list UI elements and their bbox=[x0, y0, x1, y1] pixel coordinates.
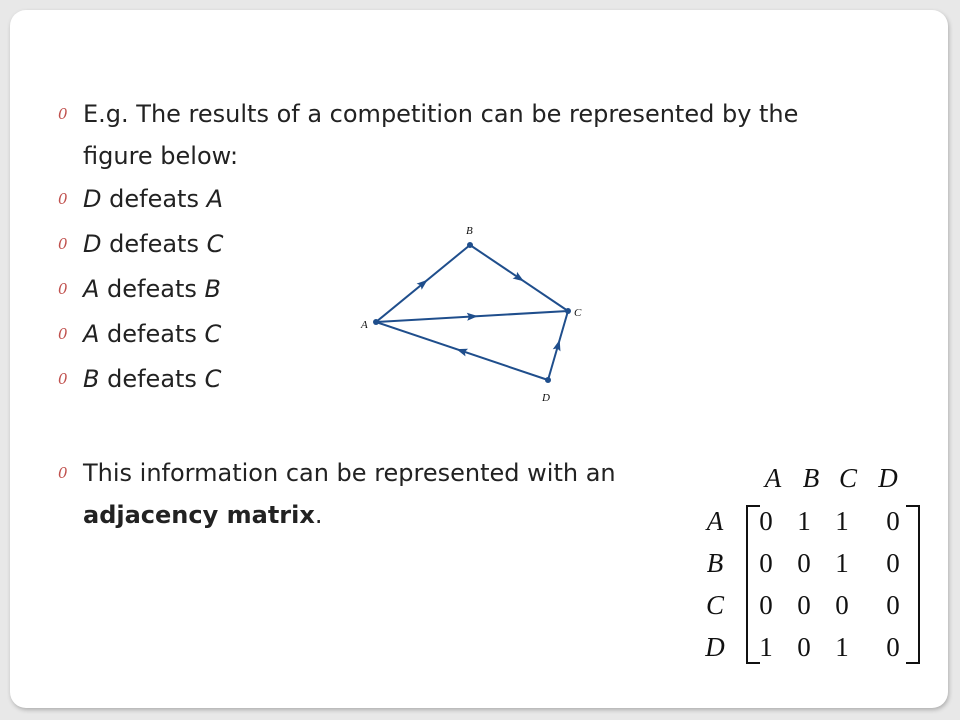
matrix-row-header: A bbox=[706, 506, 724, 536]
matrix-row-header: C bbox=[705, 590, 724, 620]
team-name: C bbox=[204, 365, 222, 393]
bullet-marker: 0 bbox=[58, 280, 68, 298]
matrix-col-header: C bbox=[838, 463, 857, 493]
matrix-cell: 0 bbox=[886, 548, 900, 578]
matrix-cell: 0 bbox=[759, 590, 773, 620]
verb-text: defeats bbox=[101, 185, 207, 213]
matrix-cell: 1 bbox=[835, 632, 849, 662]
matrix-col-header: B bbox=[802, 463, 820, 493]
matrix-row-header: D bbox=[705, 632, 725, 662]
node-d bbox=[545, 377, 551, 383]
arrowhead-icon bbox=[455, 345, 468, 356]
bullet-result bbox=[58, 268, 221, 310]
bullet-marker: 0 bbox=[58, 464, 68, 482]
node-b bbox=[467, 242, 473, 248]
matrix-col-header: D bbox=[878, 463, 898, 493]
matrix-cell: 0 bbox=[886, 590, 900, 620]
bullet-result bbox=[58, 358, 221, 400]
team-name: A bbox=[206, 185, 223, 213]
matrix-cell: 0 bbox=[759, 548, 773, 578]
team-name: A bbox=[83, 275, 100, 303]
matrix-row-header: B bbox=[706, 548, 724, 578]
team-name: C bbox=[204, 320, 222, 348]
bullet-intro bbox=[58, 93, 843, 177]
adjacency-matrix-term: adjacency matrix bbox=[83, 501, 315, 529]
node-label-a: A bbox=[361, 319, 368, 331]
matrix-cell: 1 bbox=[759, 632, 773, 662]
bullet-result bbox=[58, 223, 223, 265]
tournament-graph bbox=[355, 218, 595, 413]
bullet-result bbox=[58, 178, 223, 220]
bullet-text: E.g. The results of a competition can be represented by the figure below: bbox=[83, 100, 799, 170]
bullet-marker: 0 bbox=[58, 325, 68, 343]
bullet-matrix-intro bbox=[58, 452, 703, 536]
team-name: A bbox=[83, 320, 100, 348]
matrix-cell: 1 bbox=[835, 506, 849, 536]
team-name: C bbox=[206, 230, 224, 258]
verb-text: defeats bbox=[99, 275, 205, 303]
matrix-cell: 1 bbox=[797, 506, 811, 536]
team-name: D bbox=[83, 185, 102, 213]
matrix-cell: 0 bbox=[886, 506, 900, 536]
team-name: B bbox=[83, 365, 100, 393]
node-label-c: C bbox=[574, 307, 582, 319]
arrowhead-icon bbox=[553, 339, 564, 352]
verb-text: defeats bbox=[101, 230, 207, 258]
bullet-marker: 0 bbox=[58, 235, 68, 253]
node-a bbox=[373, 319, 379, 325]
node-label-b: B bbox=[466, 225, 473, 237]
node-c bbox=[565, 308, 571, 314]
bullet-result bbox=[58, 313, 221, 355]
matrix-cell: 0 bbox=[835, 590, 849, 620]
team-name: D bbox=[83, 230, 102, 258]
matrix-cell: 0 bbox=[759, 506, 773, 536]
verb-text: defeats bbox=[99, 365, 205, 393]
matrix-cell: 0 bbox=[797, 548, 811, 578]
matrix-cell: 0 bbox=[797, 632, 811, 662]
bullet-text: This information can be represented with an bbox=[83, 459, 624, 487]
matrix-cell: 1 bbox=[835, 548, 849, 578]
matrix-cell: 0 bbox=[886, 632, 900, 662]
node-label-d: D bbox=[542, 392, 550, 404]
bullet-text: . bbox=[314, 501, 323, 529]
arrowhead-icon bbox=[513, 272, 527, 285]
graph-edges bbox=[376, 245, 568, 380]
matrix-col-header: A bbox=[764, 463, 782, 493]
bullet-marker: 0 bbox=[58, 190, 68, 208]
bullet-marker: 0 bbox=[58, 105, 68, 123]
team-name: B bbox=[204, 275, 221, 303]
bullet-marker: 0 bbox=[58, 370, 68, 388]
matrix-cell: 0 bbox=[797, 590, 811, 620]
verb-text: defeats bbox=[99, 320, 205, 348]
